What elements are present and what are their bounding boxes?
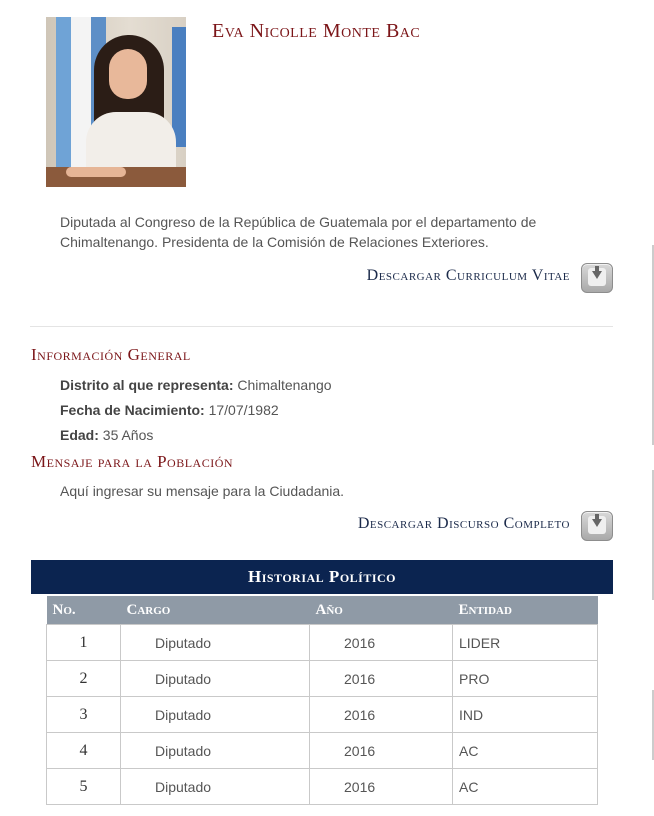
message-section-title: Mensaje para la Población — [31, 452, 234, 471]
profile-photo — [46, 17, 186, 187]
header-anio: Año — [310, 596, 453, 625]
age-row — [60, 427, 153, 443]
birth-label: Fecha de Nacimiento: — [60, 402, 205, 418]
history-title: Historial Político — [31, 560, 613, 594]
message-text: Aquí ingresar su mensaje para la Ciudadania. — [60, 483, 345, 499]
age-value: 35 Años — [102, 427, 154, 443]
district-value: Chimaltenango — [237, 377, 332, 393]
row-anio: 2016 — [310, 625, 453, 661]
row-no: 5 — [47, 769, 121, 805]
table-header-row — [47, 596, 598, 625]
table-row — [47, 733, 598, 769]
download-cv-link[interactable]: Descargar Curriculum Vitae — [366, 267, 570, 284]
row-cargo: Diputado — [121, 661, 310, 697]
row-anio: 2016 — [310, 769, 453, 805]
profile-name: Eva Nicolle Monte Bac — [212, 20, 421, 42]
row-anio: 2016 — [310, 697, 453, 733]
birth-value: 17/07/1982 — [208, 402, 279, 418]
row-anio: 2016 — [310, 733, 453, 769]
birth-row — [60, 402, 279, 418]
history-table — [46, 596, 598, 805]
divider — [30, 326, 613, 327]
download-icon[interactable] — [581, 263, 613, 293]
table-row — [47, 697, 598, 733]
row-entidad: AC — [453, 733, 598, 769]
header-entidad: Entidad — [453, 596, 598, 625]
table-row — [47, 625, 598, 661]
row-cargo: Diputado — [121, 769, 310, 805]
row-cargo: Diputado — [121, 697, 310, 733]
age-label: Edad: — [60, 427, 99, 443]
row-no: 2 — [47, 661, 121, 697]
row-entidad: AC — [453, 769, 598, 805]
row-anio: 2016 — [310, 661, 453, 697]
row-cargo: Diputado — [121, 733, 310, 769]
district-row — [60, 377, 332, 393]
row-entidad: PRO — [453, 661, 598, 697]
row-cargo: Diputado — [121, 625, 310, 661]
row-no: 1 — [47, 625, 121, 661]
row-no: 4 — [47, 733, 121, 769]
header-cargo: Cargo — [121, 596, 310, 625]
district-label: Distrito al que representa: — [60, 377, 234, 393]
profile-bio: Diputada al Congreso de la República de Guatemala por el departamento de Chimaltenango. Presidenta de la Comisión de Relaciones Exteriores. — [60, 214, 537, 250]
row-entidad: LIDER — [453, 625, 598, 661]
header-no: No. — [47, 596, 121, 625]
download-icon[interactable] — [581, 511, 613, 541]
table-row — [47, 769, 598, 805]
download-speech-link[interactable]: Descargar Discurso Completo — [357, 515, 570, 532]
row-no: 3 — [47, 697, 121, 733]
row-entidad: IND — [453, 697, 598, 733]
info-section-title: Información General — [31, 345, 191, 364]
table-row — [47, 661, 598, 697]
